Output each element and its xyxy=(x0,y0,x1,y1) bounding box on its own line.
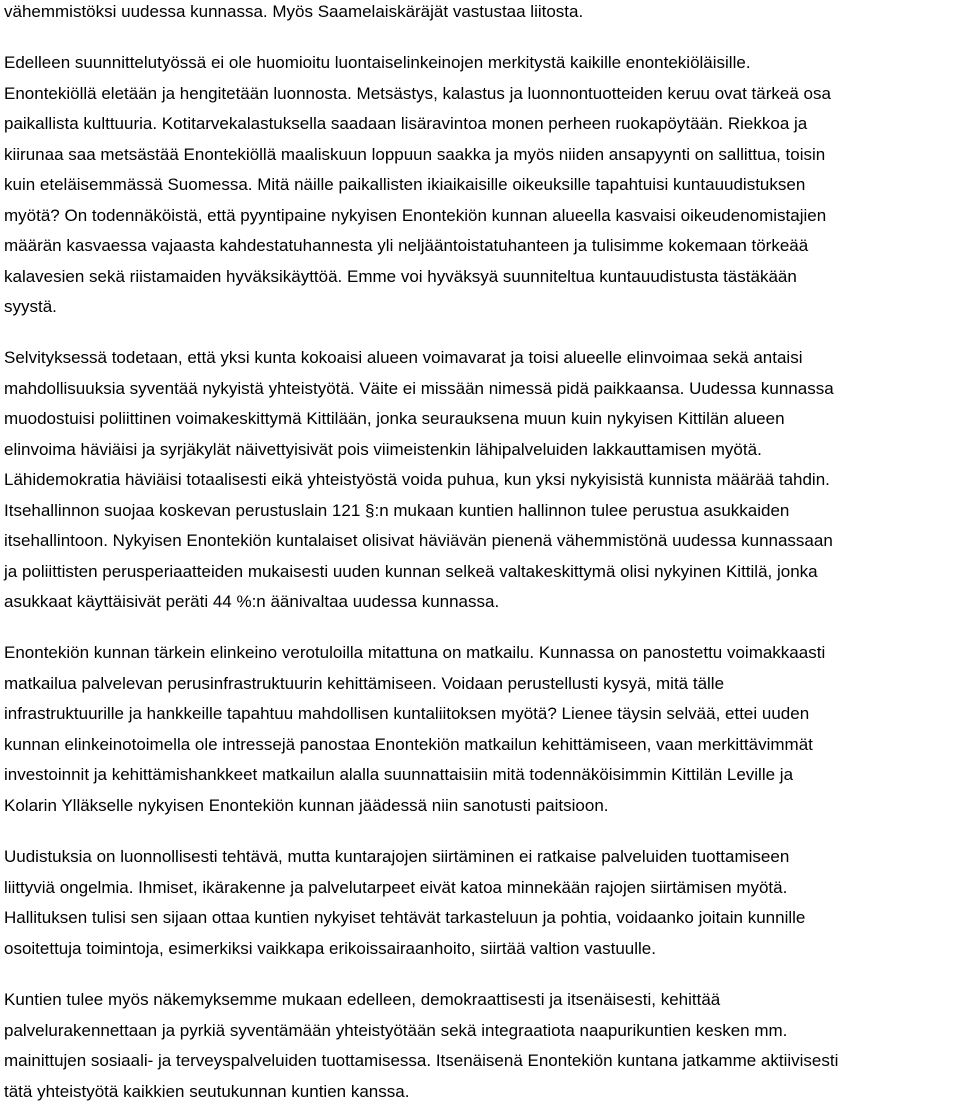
text-line: tätä yhteistyötä kaikkien seutukunnan kuntien kanssa. xyxy=(4,1082,410,1101)
text-line: palvelurakennettaan ja pyrkiä syventämään yhteistyötään sekä integraatiota naapurikuntien kesken mm. xyxy=(4,1021,788,1040)
text-line: vähemmistöksi uudessa kunnassa. Myös Saamelaiskäräjät vastustaa liitosta. xyxy=(4,2,584,21)
text-line: kuin eteläisemmässä Suomessa. Mitä näille paikallisten ikiaikaisille oikeuksille tapahtuisi kuntauudistuksen xyxy=(4,175,806,194)
text-line: Lähidemokratia häviäisi totaalisesti eikä yhteistyöstä voida puhua, kun yksi nykyisistä kunnista määrää tahdin. xyxy=(4,470,830,489)
text-line: Selvityksessä todetaan, että yksi kunta kokoaisi alueen voimavarat ja toisi alueelle elinvoimaa sekä antaisi xyxy=(4,348,803,367)
text-line: investoinnit ja kehittämishankkeet matkailun alalla suunnattaisiin mitä todennäköisimmin Kittilän Leville ja xyxy=(4,765,794,784)
text-line: mainittujen sosiaali- ja terveyspalveluiden tuottamisessa. Itsenäisenä Enontekiön kuntana jatkamme aktiivisesti xyxy=(4,1051,839,1070)
text-line: Enontekiöllä eletään ja hengitetään luonnosta. Metsästys, kalastus ja luonnontuotteiden keruu ovat tärkeä osa xyxy=(4,84,831,103)
text-line: itsehallintoon. Nykyisen Enontekiön kuntalaiset olisivat häviävän pienenä vähemmistönä uudessa kunnassaan xyxy=(4,531,833,550)
text-line: mahdollisuuksia syventää nykyistä yhteistyötä. Väite ei missään nimessä pidä paikkaansa. Uudessa kunnassa xyxy=(4,379,834,398)
text-line: infrastruktuurille ja hankkeille tapahtuu mahdollisen kuntaliitoksen myötä? Lienee täysin selvää, ettei uuden xyxy=(4,704,810,723)
text-line: Uudistuksia on luonnollisesti tehtävä, mutta kuntarajojen siirtäminen ei ratkaise palveluiden tuottamiseen xyxy=(4,847,790,866)
text-line: kunnan elinkeinotoimella ole intressejä panostaa Enontekiön matkailun kehittämiseen, vaan merkittävimmät xyxy=(4,735,813,754)
text-line: Itsehallinnon suojaa koskevan perustuslain 121 §:n mukaan kuntien hallinnon tulee perustua asukkaiden xyxy=(4,501,790,520)
text-line: Hallituksen tulisi sen sijaan ottaa kuntien nykyiset tehtävät tarkasteluun ja pohtia, voidaanko joitain kunnille xyxy=(4,908,806,927)
text-line: Edelleen suunnittelutyössä ei ole huomioitu luontaiselinkeinojen merkitystä kaikille enontekiöläisille. xyxy=(4,53,751,72)
text-line: matkailua palvelevan perusinfrastruktuurin kehittämiseen. Voidaan perustellusti kysyä, mitä tälle xyxy=(4,674,725,693)
text-line: paikallista kulttuuria. Kotitarvekalastuksella saadaan lisäravintoa monen perheen ruokapöytään. Riekkoa ja xyxy=(4,114,808,133)
text-line: myötä? On todennäköistä, että pyyntipaine nykyisen Enontekiön kunnan alueella kasvaisi oikeudenomistajien xyxy=(4,206,827,225)
text-line: elinvoima häviäisi ja syrjäkylät näivettyisivät pois viimeistenkin lähipalveluiden lakkauttamisen myötä. xyxy=(4,440,762,459)
text-line: liittyviä ongelmia. Ihmiset, ikärakenne ja palvelutarpeet eivät katoa minnekään rajojen siirtämisen myötä. xyxy=(4,878,788,897)
text-line: Enontekiön kunnan tärkein elinkeino verotuloilla mitattuna on matkailu. Kunnassa on panostettu voimakkaasti xyxy=(4,643,826,662)
text-line: Kolarin Ylläkselle nykyisen Enontekiön kunnan jäädessä niin sanotusti paitsioon. xyxy=(4,796,609,815)
text-line: ja poliittisten perusperiaatteiden mukaisesti uuden kunnan selkeä valtakeskittymä olisi nykyinen Kittilä, jonka xyxy=(4,562,818,581)
text-line: asukkaat käyttäisivät peräti 44 %:n äänivaltaa uudessa kunnassa. xyxy=(4,592,500,611)
text-line: Kuntien tulee myös näkemyksemme mukaan edelleen, demokraattisesti ja itsenäisesti, kehittää xyxy=(4,990,721,1009)
text-line: määrän kasvaessa vajaasta kahdestatuhannesta yli neljääntoistatuhanteen ja tulisimme kokemaan törkeää xyxy=(4,236,809,255)
text-line: muodostuisi poliittinen voimakeskittymä Kittilään, jonka seurauksena muun kuin nykyisen Kittilän alueen xyxy=(4,409,785,428)
text-line: syystä. xyxy=(4,297,57,316)
text-line: kalavesien sekä riistamaiden hyväksikäyttöä. Emme voi hyväksyä suunniteltua kuntauudistusta tästäkään xyxy=(4,267,797,286)
text-line: kiirunaa saa metsästää Enontekiöllä maaliskuun loppuun saakka ja myös niiden ansapyynti on sallittua, toisin xyxy=(4,145,826,164)
text-line: osoitettuja toimintoja, esimerkiksi vaikkapa erikoissairaanhoito, siirtää valtion vastuulle. xyxy=(4,939,656,958)
